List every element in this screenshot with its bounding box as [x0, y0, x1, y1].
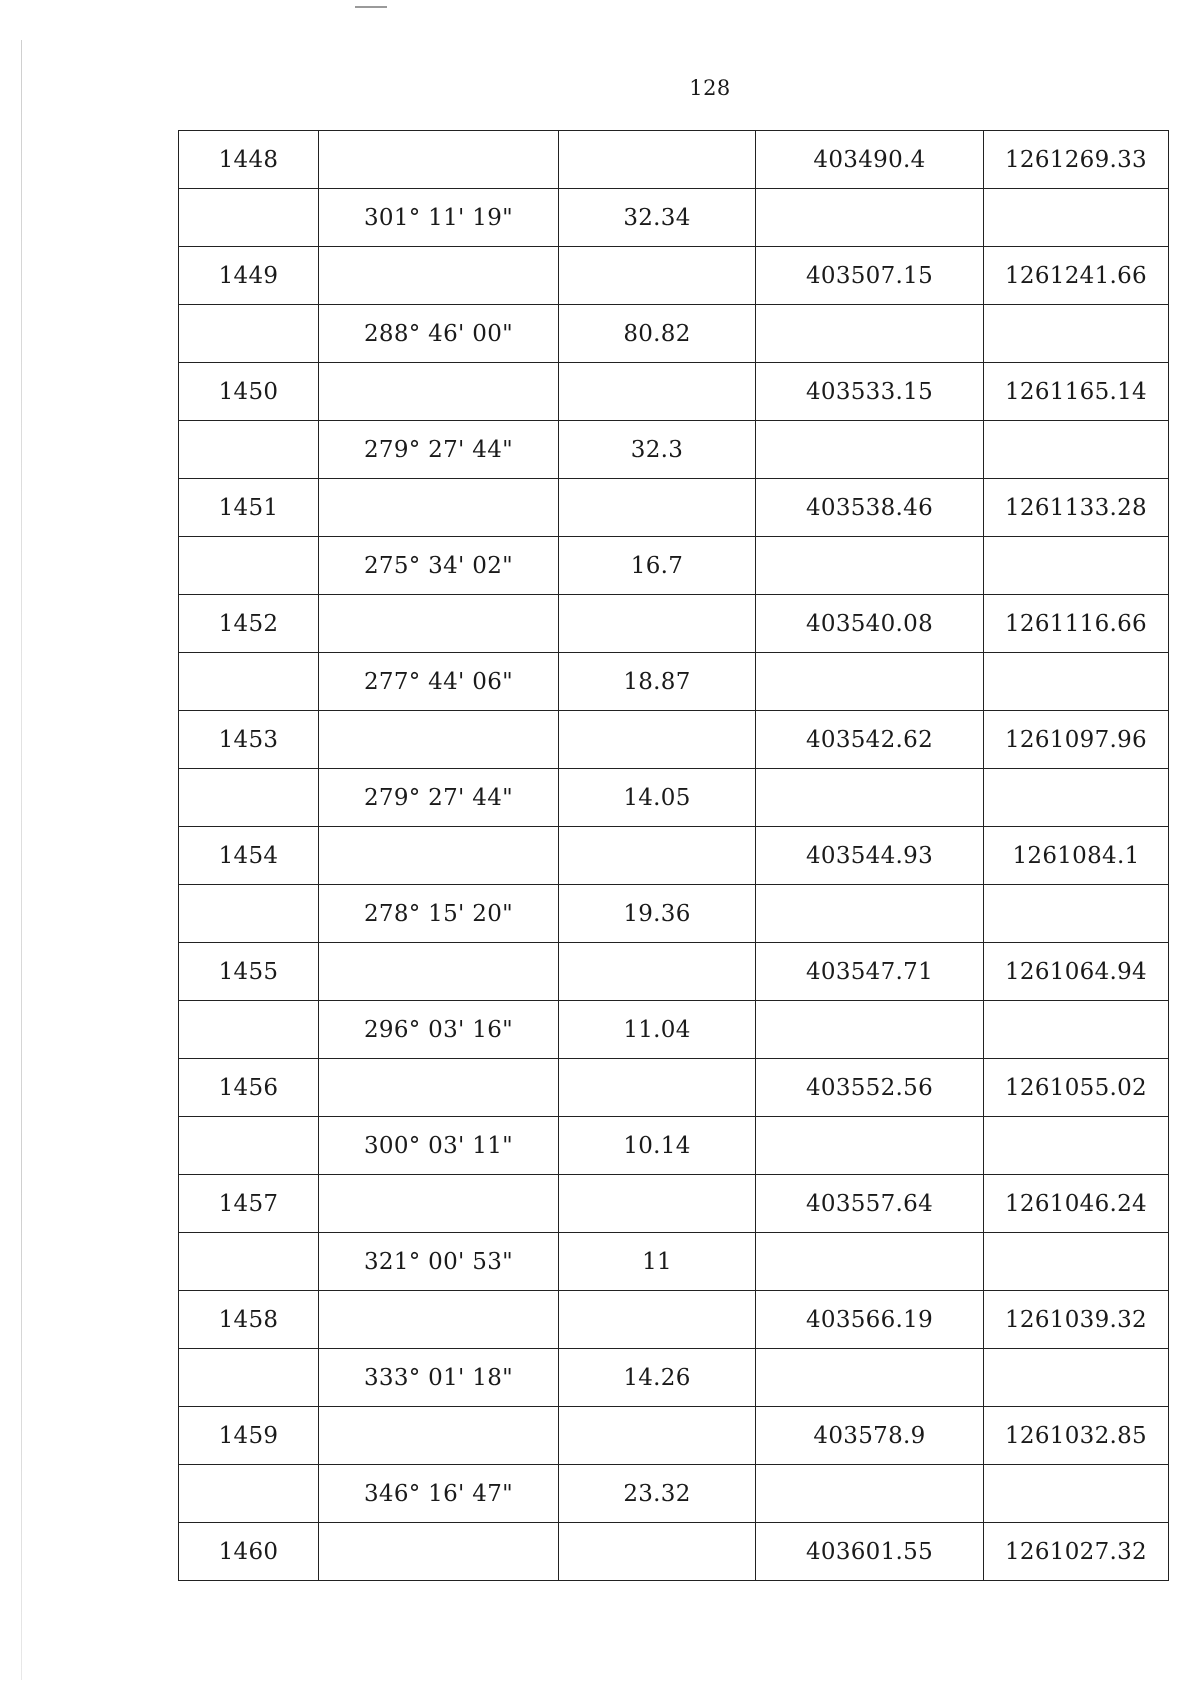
easting-cell — [984, 305, 1169, 363]
northing-cell — [756, 421, 984, 479]
table-row — [179, 247, 1169, 305]
bearing-cell — [319, 711, 559, 769]
station-cell — [179, 1465, 319, 1523]
easting-cell: 1261097.96 — [984, 711, 1169, 769]
northing-cell: 403538.46 — [756, 479, 984, 537]
distance-cell — [559, 943, 756, 1001]
distance-cell: 80.82 — [559, 305, 756, 363]
distance-cell: 19.36 — [559, 885, 756, 943]
distance-cell: 16.7 — [559, 537, 756, 595]
easting-cell: 1261241.66 — [984, 247, 1169, 305]
station-cell — [179, 1117, 319, 1175]
table-row — [179, 363, 1169, 421]
bearing-cell — [319, 479, 559, 537]
northing-cell — [756, 653, 984, 711]
table-row — [179, 1001, 1169, 1059]
table-row — [179, 885, 1169, 943]
station-cell: 1459 — [179, 1407, 319, 1465]
station-cell — [179, 1001, 319, 1059]
bearing-cell: 321° 00' 53" — [319, 1233, 559, 1291]
distance-cell — [559, 711, 756, 769]
survey-coordinates-table — [178, 130, 1169, 1581]
table-row — [179, 421, 1169, 479]
bearing-cell: 346° 16' 47" — [319, 1465, 559, 1523]
easting-cell: 1261269.33 — [984, 131, 1169, 189]
easting-cell — [984, 885, 1169, 943]
easting-cell — [984, 1001, 1169, 1059]
bearing-cell — [319, 1407, 559, 1465]
bearing-cell: 279° 27' 44" — [319, 769, 559, 827]
distance-cell — [559, 1291, 756, 1349]
table-row — [179, 1117, 1169, 1175]
station-cell — [179, 421, 319, 479]
bearing-cell — [319, 595, 559, 653]
northing-cell — [756, 305, 984, 363]
northing-cell — [756, 769, 984, 827]
bearing-cell — [319, 1291, 559, 1349]
distance-cell: 18.87 — [559, 653, 756, 711]
bearing-cell: 277° 44' 06" — [319, 653, 559, 711]
distance-cell — [559, 1175, 756, 1233]
easting-cell — [984, 653, 1169, 711]
bearing-cell — [319, 363, 559, 421]
station-cell: 1458 — [179, 1291, 319, 1349]
distance-cell: 11 — [559, 1233, 756, 1291]
table-row — [179, 479, 1169, 537]
bearing-cell — [319, 1059, 559, 1117]
bearing-cell: 275° 34' 02" — [319, 537, 559, 595]
table-row — [179, 1175, 1169, 1233]
northing-cell — [756, 537, 984, 595]
distance-cell: 14.05 — [559, 769, 756, 827]
scan-mark — [355, 6, 387, 8]
table-row — [179, 1523, 1169, 1581]
northing-cell — [756, 1001, 984, 1059]
northing-cell — [756, 1117, 984, 1175]
table-row — [179, 1291, 1169, 1349]
northing-cell: 403552.56 — [756, 1059, 984, 1117]
easting-cell — [984, 537, 1169, 595]
northing-cell: 403547.71 — [756, 943, 984, 1001]
distance-cell: 32.34 — [559, 189, 756, 247]
easting-cell: 1261133.28 — [984, 479, 1169, 537]
distance-cell: 10.14 — [559, 1117, 756, 1175]
easting-cell — [984, 1349, 1169, 1407]
bearing-cell — [319, 827, 559, 885]
bearing-cell — [319, 1523, 559, 1581]
easting-cell: 1261165.14 — [984, 363, 1169, 421]
bearing-cell — [319, 943, 559, 1001]
station-cell: 1457 — [179, 1175, 319, 1233]
easting-cell: 1261055.02 — [984, 1059, 1169, 1117]
station-cell — [179, 885, 319, 943]
northing-cell: 403533.15 — [756, 363, 984, 421]
table-row — [179, 769, 1169, 827]
easting-cell — [984, 769, 1169, 827]
distance-cell — [559, 1059, 756, 1117]
table-row — [179, 1349, 1169, 1407]
easting-cell — [984, 1117, 1169, 1175]
distance-cell — [559, 1407, 756, 1465]
easting-cell: 1261064.94 — [984, 943, 1169, 1001]
table-row — [179, 537, 1169, 595]
table-row — [179, 1465, 1169, 1523]
bearing-cell: 300° 03' 11" — [319, 1117, 559, 1175]
station-cell: 1456 — [179, 1059, 319, 1117]
distance-cell — [559, 247, 756, 305]
station-cell — [179, 653, 319, 711]
survey-table-body — [179, 131, 1169, 1581]
station-cell: 1449 — [179, 247, 319, 305]
station-cell: 1455 — [179, 943, 319, 1001]
distance-cell: 23.32 — [559, 1465, 756, 1523]
northing-cell: 403507.15 — [756, 247, 984, 305]
bearing-cell — [319, 131, 559, 189]
scan-margin-line — [21, 40, 22, 1680]
bearing-cell: 301° 11' 19" — [319, 189, 559, 247]
station-cell: 1460 — [179, 1523, 319, 1581]
distance-cell — [559, 827, 756, 885]
table-row — [179, 131, 1169, 189]
page-number: 128 — [689, 76, 731, 100]
table-row — [179, 711, 1169, 769]
distance-cell: 11.04 — [559, 1001, 756, 1059]
station-cell — [179, 189, 319, 247]
easting-cell — [984, 1465, 1169, 1523]
bearing-cell: 288° 46' 00" — [319, 305, 559, 363]
station-cell: 1448 — [179, 131, 319, 189]
northing-cell: 403578.9 — [756, 1407, 984, 1465]
table-row — [179, 189, 1169, 247]
easting-cell: 1261027.32 — [984, 1523, 1169, 1581]
northing-cell: 403542.62 — [756, 711, 984, 769]
station-cell — [179, 1349, 319, 1407]
station-cell — [179, 537, 319, 595]
station-cell: 1451 — [179, 479, 319, 537]
distance-cell: 14.26 — [559, 1349, 756, 1407]
easting-cell — [984, 1233, 1169, 1291]
bearing-cell: 278° 15' 20" — [319, 885, 559, 943]
distance-cell — [559, 595, 756, 653]
northing-cell: 403566.19 — [756, 1291, 984, 1349]
station-cell — [179, 305, 319, 363]
station-cell — [179, 769, 319, 827]
easting-cell: 1261039.32 — [984, 1291, 1169, 1349]
station-cell: 1454 — [179, 827, 319, 885]
table-row — [179, 943, 1169, 1001]
table-row — [179, 827, 1169, 885]
northing-cell — [756, 1233, 984, 1291]
table-row — [179, 595, 1169, 653]
table-row — [179, 653, 1169, 711]
table-row — [179, 1407, 1169, 1465]
table-row — [179, 1059, 1169, 1117]
northing-cell — [756, 189, 984, 247]
bearing-cell: 279° 27' 44" — [319, 421, 559, 479]
northing-cell: 403557.64 — [756, 1175, 984, 1233]
table-row — [179, 305, 1169, 363]
station-cell: 1453 — [179, 711, 319, 769]
northing-cell — [756, 1349, 984, 1407]
table-row — [179, 1233, 1169, 1291]
easting-cell: 1261084.1 — [984, 827, 1169, 885]
distance-cell — [559, 1523, 756, 1581]
easting-cell: 1261046.24 — [984, 1175, 1169, 1233]
northing-cell: 403540.08 — [756, 595, 984, 653]
northing-cell — [756, 885, 984, 943]
station-cell: 1452 — [179, 595, 319, 653]
easting-cell — [984, 189, 1169, 247]
northing-cell — [756, 1465, 984, 1523]
northing-cell: 403601.55 — [756, 1523, 984, 1581]
bearing-cell — [319, 247, 559, 305]
easting-cell — [984, 421, 1169, 479]
distance-cell — [559, 363, 756, 421]
easting-cell: 1261116.66 — [984, 595, 1169, 653]
northing-cell: 403544.93 — [756, 827, 984, 885]
distance-cell — [559, 131, 756, 189]
bearing-cell: 333° 01' 18" — [319, 1349, 559, 1407]
distance-cell — [559, 479, 756, 537]
station-cell: 1450 — [179, 363, 319, 421]
distance-cell: 32.3 — [559, 421, 756, 479]
station-cell — [179, 1233, 319, 1291]
northing-cell: 403490.4 — [756, 131, 984, 189]
bearing-cell: 296° 03' 16" — [319, 1001, 559, 1059]
easting-cell: 1261032.85 — [984, 1407, 1169, 1465]
bearing-cell — [319, 1175, 559, 1233]
